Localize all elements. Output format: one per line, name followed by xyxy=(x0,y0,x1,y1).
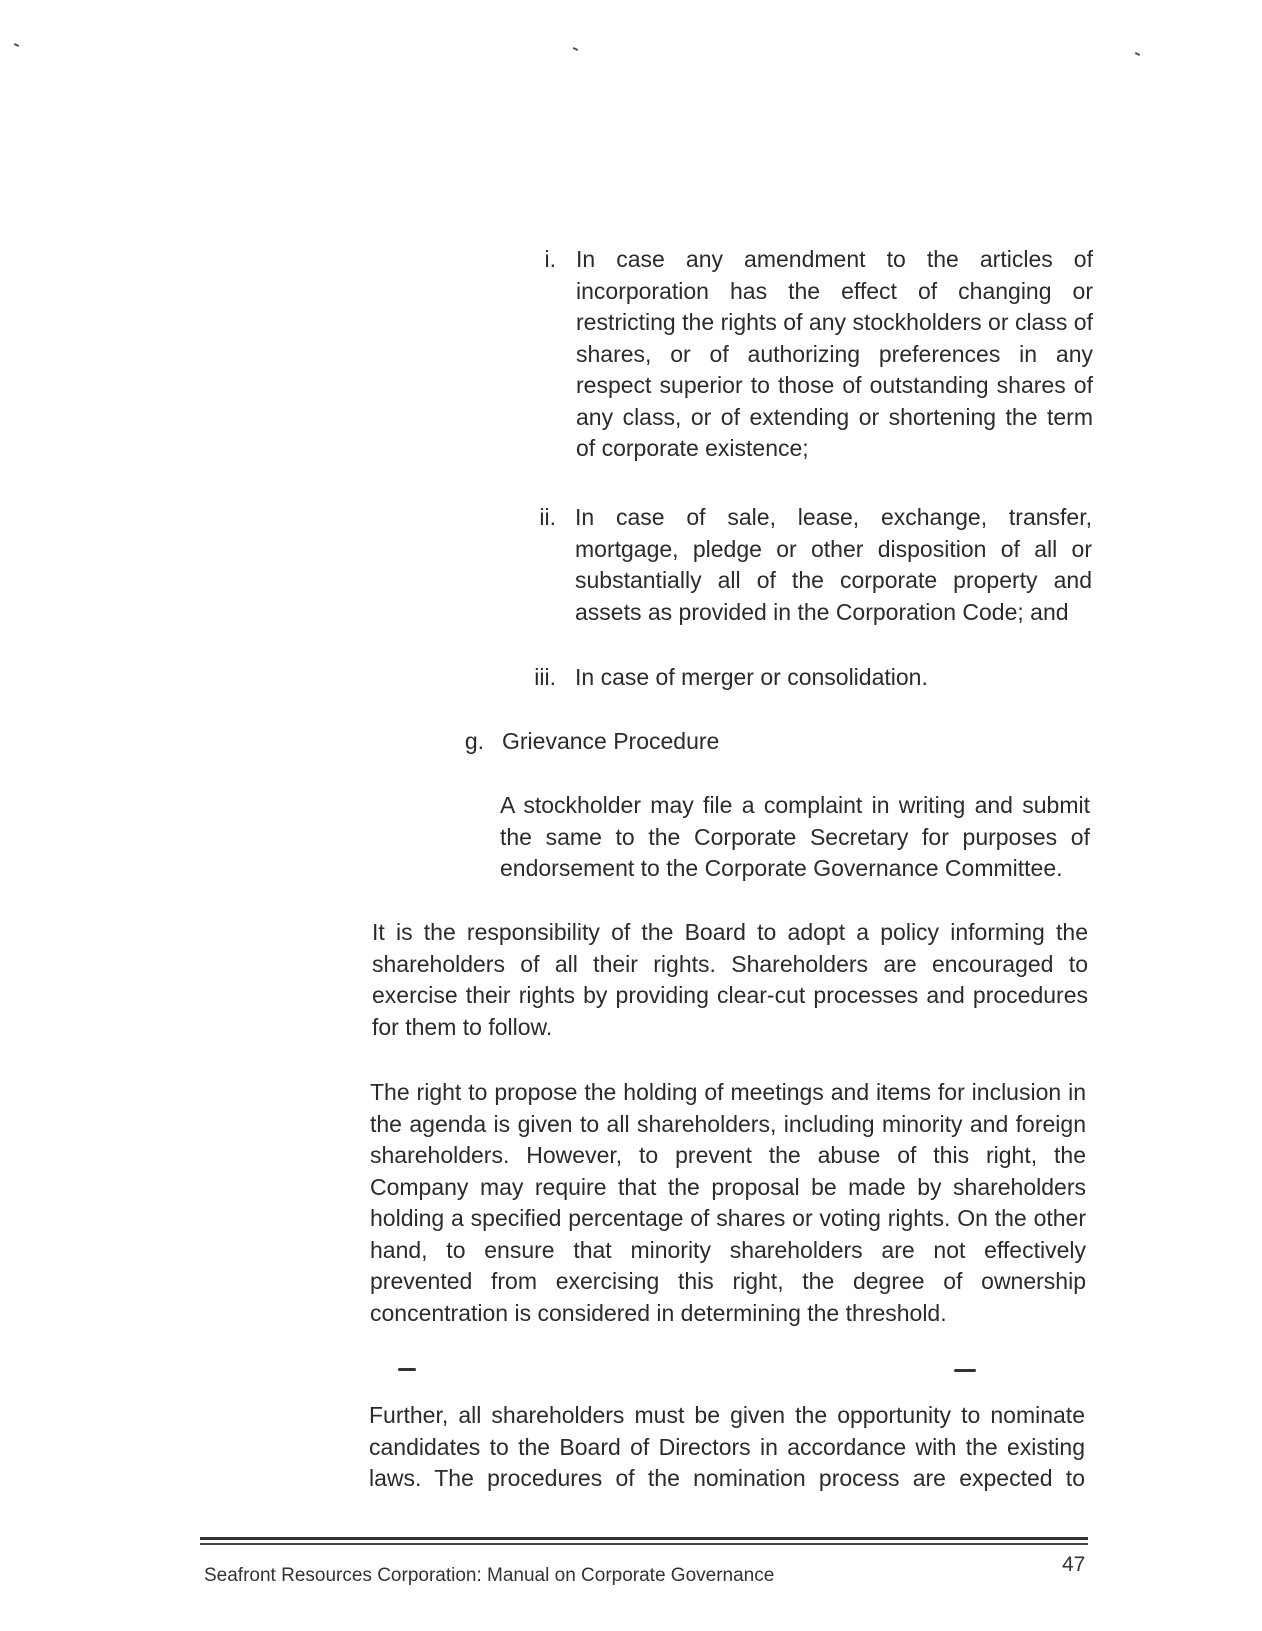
footer-title: Seafront Resources Corporation: Manual on Corporate Governance xyxy=(204,1565,775,1586)
list-item-text: In case of sale, lease, exchange, transfer, mortgage, pledge or other disposition of all or substantially all of the corporate property and assets as provided in the Corporation Code; and xyxy=(575,504,1092,625)
list-numeral: i. xyxy=(544,246,556,272)
section-letter: g. xyxy=(464,728,484,754)
body-paragraph: It is the responsibility of the Board to adopt a policy informing the shareholders of all their rights. Shareholders are encouraged to exercise their rights by providing clear-cut processes and procedures for them to follow. xyxy=(372,919,1088,1040)
body-paragraph: The right to propose the holding of meetings and items for inclusion in the agenda is given to all shareholders, including minority and foreign shareholders. However, to prevent the abuse of this right, the Company may require that the proposal be made by shareholders holding a specified percentage of shares or voting rights. On the other hand, to ensure that minority shareholders are not effectively prevented from exercising this right, the degree of ownership concentration is considered in determining the threshold. xyxy=(370,1079,1086,1326)
scan-speck xyxy=(1135,52,1140,56)
scan-speck xyxy=(14,43,19,47)
scan-mark xyxy=(954,1369,976,1372)
body-paragraph: Further, all shareholders must be given the opportunity to nominate candidates to the Board of Directors in accordance with the existing laws. The procedures of the nomination process are expected to xyxy=(369,1402,1085,1491)
list-item-text: In case any amendment to the articles of incorporation has the effect of changing or restricting the rights of any stockholders or class of shares, or of authorizing preferences in any respect superior to those of outstanding shares of any class, or of extending or shortening the term of corporate existence; xyxy=(576,246,1093,461)
list-item-text: In case of merger or consolidation. xyxy=(575,664,928,690)
footer-rule xyxy=(200,1543,1088,1545)
list-numeral: iii. xyxy=(534,664,556,690)
scan-speck xyxy=(573,47,578,51)
footer-rule xyxy=(200,1537,1088,1540)
page-number: 47 xyxy=(1062,1553,1086,1576)
section-title: Grievance Procedure xyxy=(502,728,720,754)
scan-mark xyxy=(398,1368,416,1371)
grievance-paragraph: A stockholder may file a complaint in writing and submit the same to the Corporate Secretary for purposes of endorsement to the Corporate Governance Committee. xyxy=(500,792,1090,881)
list-numeral: ii. xyxy=(539,504,556,530)
